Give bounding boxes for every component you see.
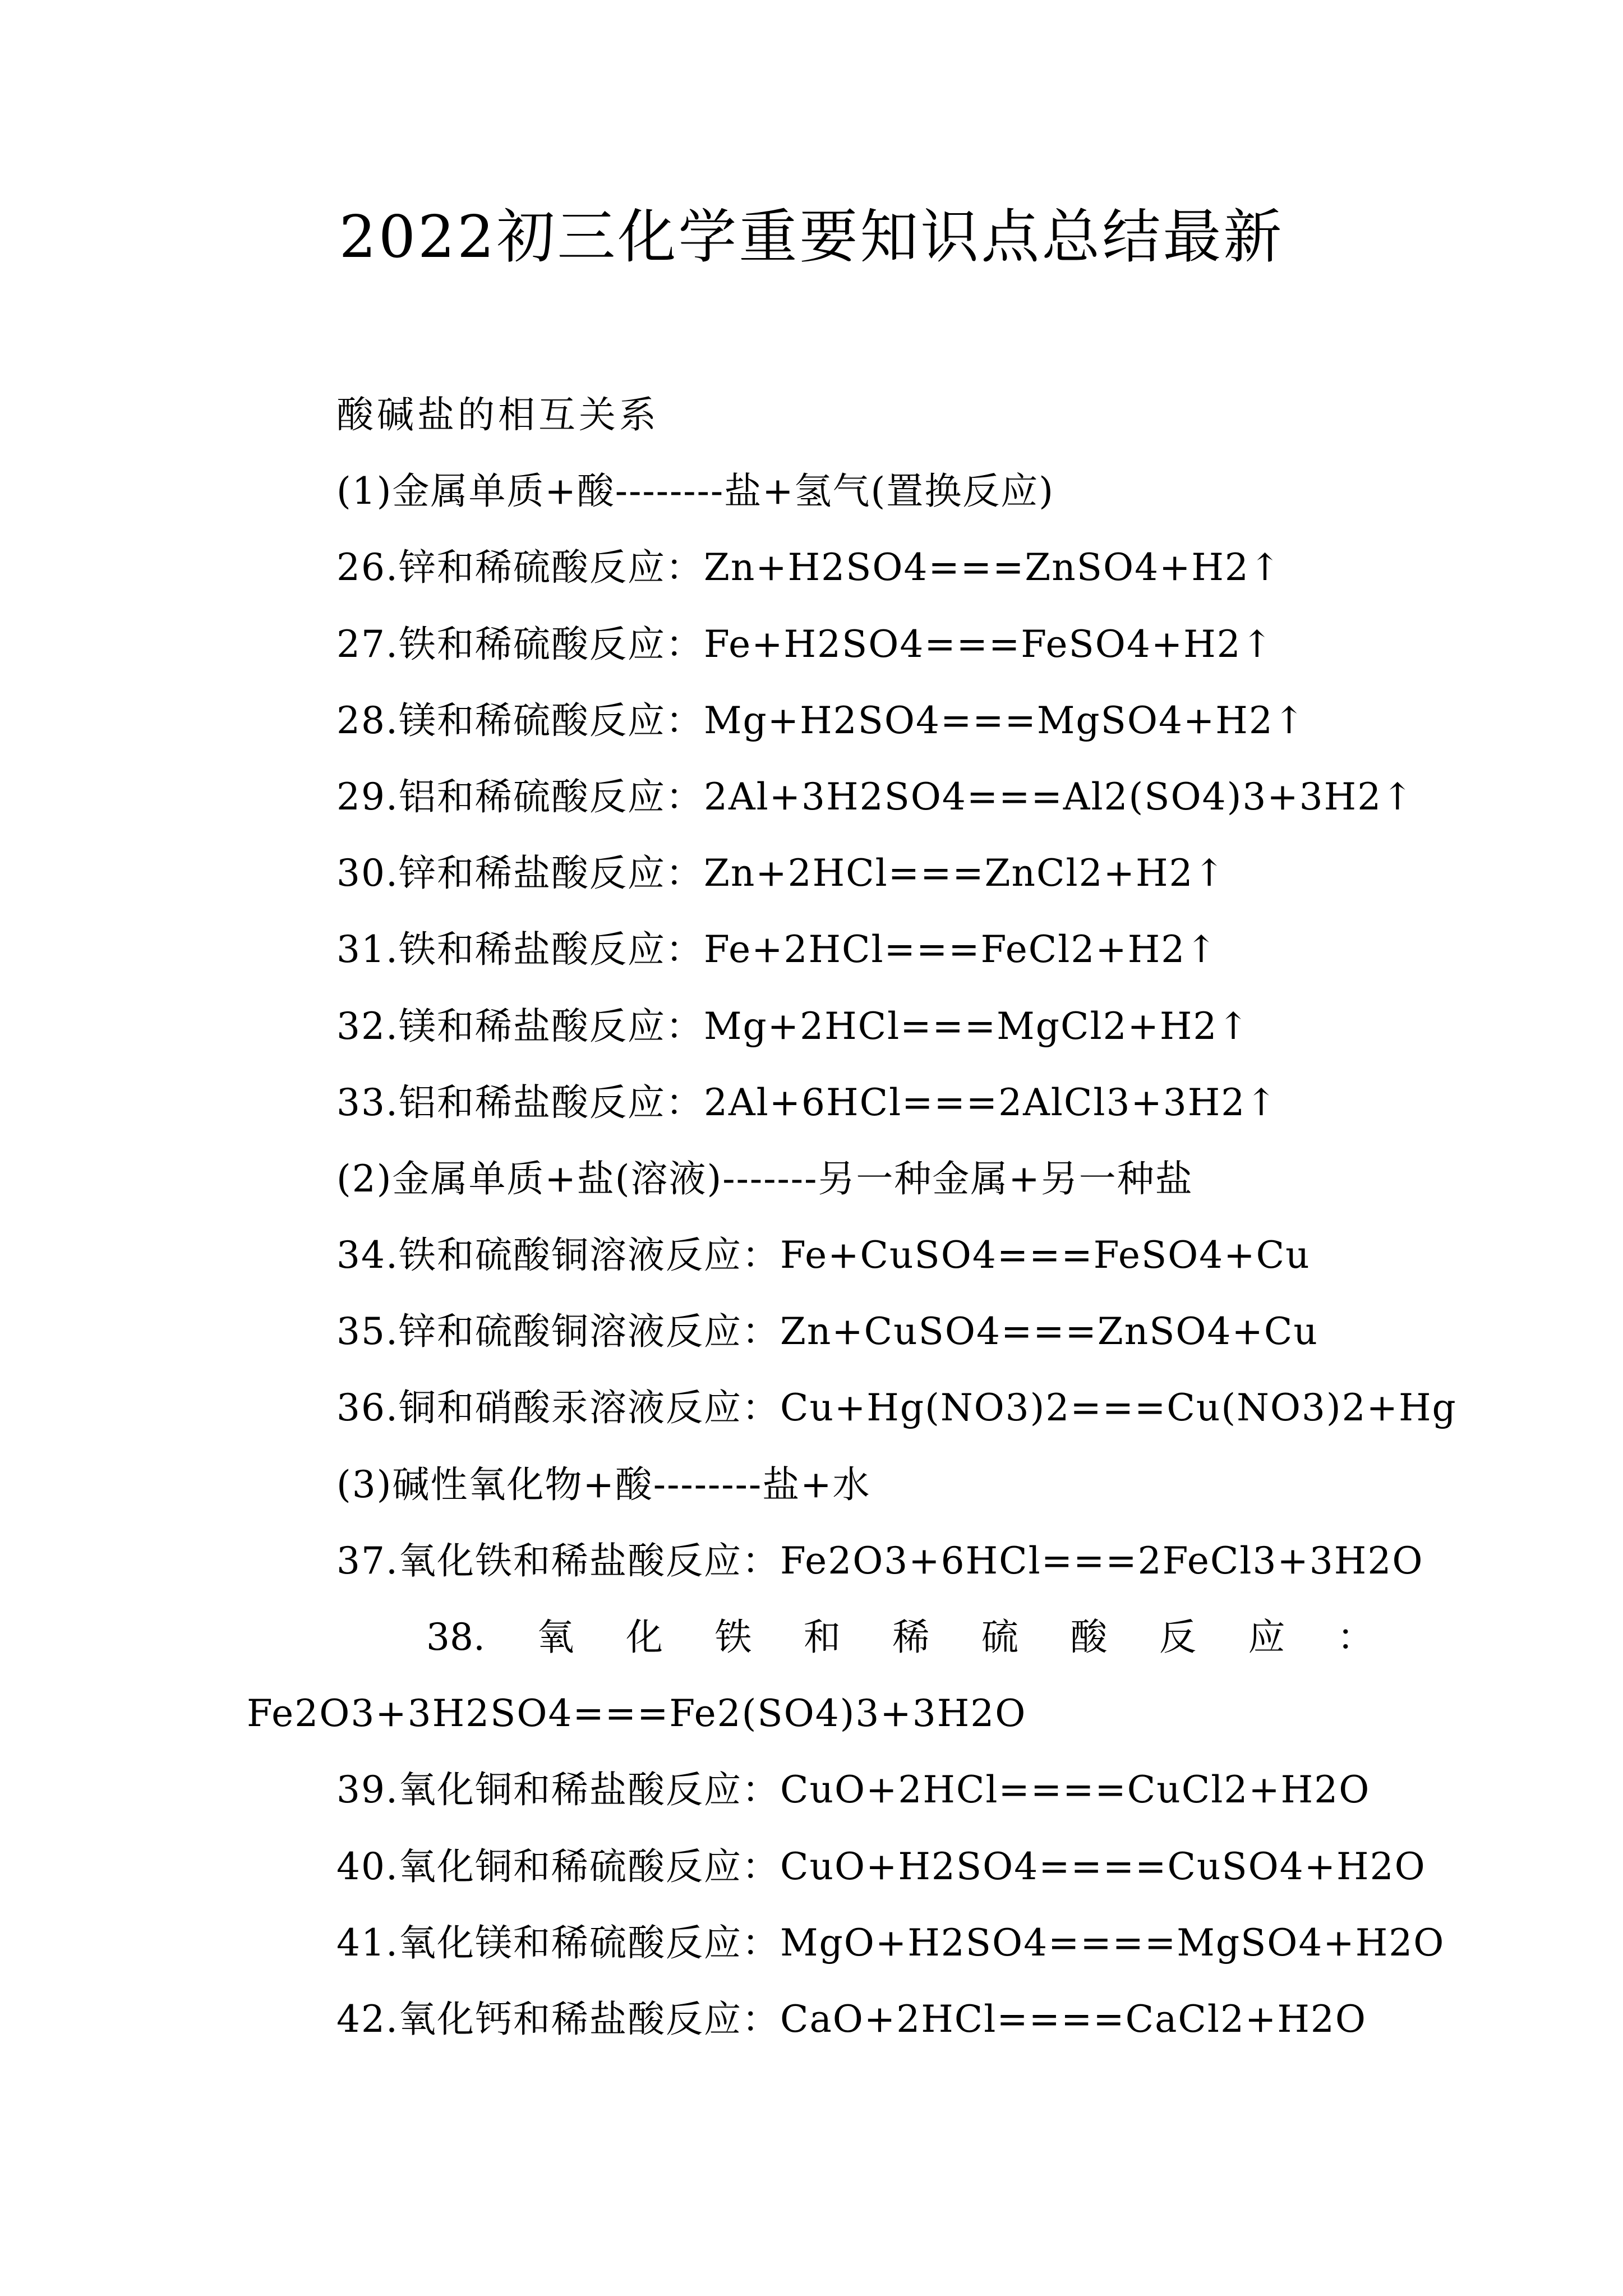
- section-heading: 酸碱盐的相互关系: [336, 393, 660, 436]
- label-char: 硫: [981, 1616, 1018, 1659]
- label-char: 应: [1248, 1616, 1285, 1659]
- label-char: 38.: [426, 1616, 485, 1659]
- category-line: (3)碱性氧化物+酸--------盐+水: [336, 1462, 871, 1506]
- reaction-line: 32.镁和稀盐酸反应：Mg+2HCl===MgCl2+H2↑: [336, 1004, 1250, 1048]
- reaction-line: 37.氧化铁和稀盐酸反应：Fe2O3+6HCl===2FeCl3+3H2O: [336, 1539, 1424, 1582]
- reaction-line: 40.氧化铜和稀硫酸反应：CuO+H2SO4====CuSO4+H2O: [336, 1844, 1426, 1888]
- reaction-line: 33.铝和稀盐酸反应：2Al+6HCl===2AlCl3+3H2↑: [336, 1080, 1278, 1124]
- label-char: 氧: [537, 1616, 574, 1659]
- reaction-line: 26.锌和稀硫酸反应：Zn+H2SO4===ZnSO4+H2↑: [336, 546, 1282, 590]
- label-char: 化: [625, 1616, 663, 1659]
- reaction-line: 29.铝和稀硫酸反应：2Al+3H2SO4===Al2(SO4)3+3H2↑: [336, 775, 1414, 818]
- document-body: [247, 377, 1457, 2058]
- category-line: (1)金属单质+酸--------盐+氢气(置换反应): [336, 470, 1054, 513]
- reaction-line: 34.铁和硫酸铜溶液反应：Fe+CuSO4===FeSO4+Cu: [336, 1234, 1311, 1277]
- label-char: 铁: [714, 1616, 752, 1659]
- label-char: 酸: [1070, 1616, 1108, 1659]
- reaction-line: 41.氧化镁和稀硫酸反应：MgO+H2SO4====MgSO4+H2O: [336, 1921, 1445, 1964]
- label-char: ：: [1336, 1616, 1374, 1659]
- category-line: (2)金属单质+盐(溶液)-------另一种金属+另一种盐: [336, 1157, 1193, 1200]
- reaction-38-equation: Fe2O3+3H2SO4===Fe2(SO4)3+3H2O: [247, 1692, 1027, 1736]
- reaction-item-38: [247, 1599, 1374, 1752]
- reaction-line: 28.镁和稀硫酸反应：Mg+H2SO4===MgSO4+H2↑: [336, 698, 1306, 742]
- reaction-line: 31.铁和稀盐酸反应：Fe+2HCl===FeCl2+H2↑: [336, 928, 1218, 972]
- document-title: 2022初三化学重要知识点总结最新: [339, 203, 1284, 271]
- reaction-line: 27.铁和稀硫酸反应：Fe+H2SO4===FeSO4+H2↑: [336, 622, 1274, 666]
- reaction-line: 42.氧化钙和稀盐酸反应：CaO+2HCl====CaCl2+H2O: [336, 1997, 1367, 2041]
- reaction-line: 39.氧化铜和稀盐酸反应：CuO+2HCl====CuCl2+H2O: [336, 1768, 1371, 1812]
- reaction-38-label: [247, 1599, 1374, 1676]
- label-char: 稀: [892, 1616, 930, 1659]
- label-char: 和: [803, 1616, 841, 1659]
- reaction-line: 30.锌和稀盐酸反应：Zn+2HCl===ZnCl2+H2↑: [336, 852, 1226, 895]
- reaction-line: 36.铜和硝酸汞溶液反应：Cu+Hg(NO3)2===Cu(NO3)2+Hg: [336, 1386, 1457, 1430]
- reaction-line: 35.锌和硫酸铜溶液反应：Zn+CuSO4===ZnSO4+Cu: [336, 1310, 1318, 1354]
- label-char: 反: [1159, 1616, 1196, 1659]
